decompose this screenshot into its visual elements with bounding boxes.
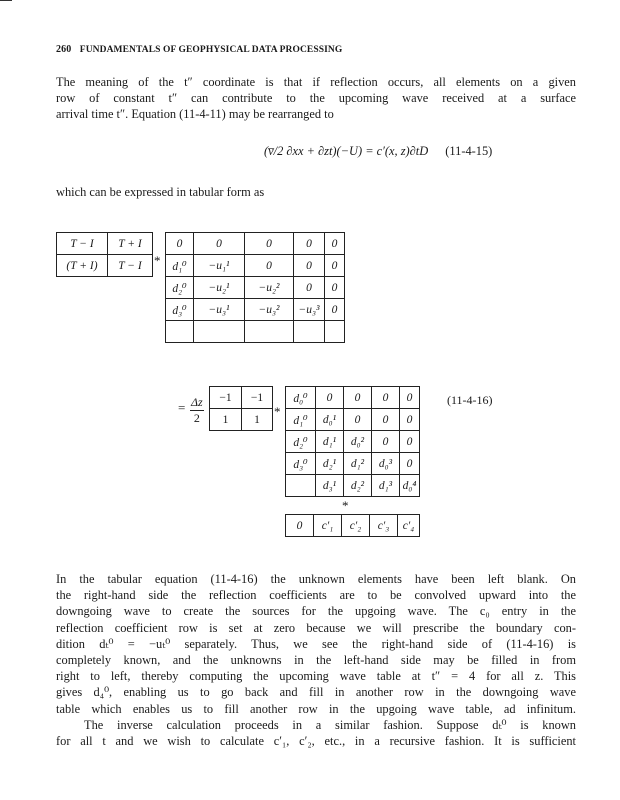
table-cell: −u₂²	[245, 277, 294, 299]
text-line: The inverse calculation proceeds in a similar fashion. Suppose dₜ⁰ is known	[84, 717, 576, 732]
convolution-star: *	[274, 404, 281, 419]
tabular-sentence	[56, 184, 576, 200]
equals-sign: =	[178, 400, 186, 415]
table-cell: 0	[400, 453, 420, 475]
text-line: row of constant t″ can contribute to the upcoming wave received at a surface	[56, 91, 576, 106]
text-line: In the tabular equation (11-4-16) the unknown elements have been left blank. On	[56, 572, 576, 586]
table-cell: −u₁¹	[194, 255, 245, 277]
table-cell: d₃⁰	[286, 453, 316, 475]
equation-number: (11-4-15)	[445, 144, 493, 158]
table-cell: d₀¹	[316, 409, 344, 431]
table-cell: 0	[325, 299, 345, 321]
table-cell: 0	[400, 409, 420, 431]
table-cell: 0	[372, 431, 400, 453]
reflection-coefficient-row	[285, 514, 420, 537]
table-cell: 0	[245, 233, 294, 255]
table-cell: −1	[242, 387, 273, 409]
text-line: The meaning of the t″ coordinate is that if reflection occurs, all elements on a given	[56, 75, 576, 89]
table-cell: 0	[294, 255, 325, 277]
table-cell	[294, 321, 325, 343]
table-cell: 0	[166, 233, 194, 255]
downgoing-wave-table	[285, 386, 420, 497]
text-line: which can be expressed in tabular form as	[56, 185, 265, 199]
table-cell: 0	[400, 431, 420, 453]
table-cell: −1	[210, 387, 242, 409]
table-cell: 0	[344, 387, 372, 409]
text-line: downgoing wave to create the sources for the upgoing wave. The c₀ entry in the	[56, 604, 576, 619]
table-cell: 0	[294, 233, 325, 255]
table-cell: d₂²	[344, 475, 372, 497]
table-cell: 0	[294, 277, 325, 299]
table-cell: −u₂¹	[194, 277, 245, 299]
table-cell: c′₃	[370, 515, 398, 537]
text-line: arrival time t″. Equation (11-4-11) may be rearranged to	[56, 107, 334, 122]
table-cell: 0	[372, 387, 400, 409]
text-line: gives d₄⁰, enabling us to go back and fill in another row in the downgoing wave	[56, 685, 576, 700]
table-cell: d₂¹	[316, 453, 344, 475]
fraction-numerator: Δz	[191, 395, 203, 409]
table-cell: 0	[325, 255, 345, 277]
table-cell: 0	[372, 409, 400, 431]
table-cell: d₃⁰	[166, 299, 194, 321]
table-cell: d₁⁰	[286, 409, 316, 431]
text-line: reflection coefficient row is set at zero because we will prescribe the boundary con-	[56, 620, 576, 635]
table-cell: c′₄	[398, 515, 420, 537]
table-cell	[166, 321, 194, 343]
equation-lhs: (v̅/2 ∂xx + ∂zt)(−U) = c′(x, z)∂tD	[264, 144, 429, 158]
table-cell: T + I	[108, 233, 153, 255]
table-cell: d₂⁰	[166, 277, 194, 299]
table-cell: 0	[316, 387, 344, 409]
table-cell: c′₂	[342, 515, 370, 537]
running-header	[56, 44, 342, 55]
table-cell	[286, 475, 316, 497]
text-line: for all t and we wish to calculate c′₁, c′₂, etc., in a recursive fashion. It is sufficient	[56, 734, 576, 749]
table-cell: c′₁	[314, 515, 342, 537]
table-cell: 0	[400, 387, 420, 409]
equation-number: (11-4-16)	[447, 393, 493, 407]
table-cell	[325, 321, 345, 343]
table-cell: T − I	[108, 255, 153, 277]
table-cell: 1	[210, 409, 242, 431]
body-paragraph	[56, 571, 576, 749]
table-cell: d₃¹	[316, 475, 344, 497]
table-cell: 0	[286, 515, 314, 537]
text-line: right to left, thereby computing the upcoming wave table at t″ = 4 for all z. This	[56, 669, 576, 684]
table-cell: d₀⁴	[400, 475, 420, 497]
table-cell: (T + I)	[57, 255, 108, 277]
table-cell: d₁⁰	[166, 255, 194, 277]
convolution-star: *	[154, 253, 161, 268]
equation-11-4-15	[264, 144, 492, 159]
table-cell: −u₃¹	[194, 299, 245, 321]
fraction-denominator: 2	[193, 411, 200, 425]
table-cell: d₀²	[344, 431, 372, 453]
table-cell: d₁¹	[316, 431, 344, 453]
upper-operator-table	[56, 232, 153, 277]
table-cell: 0	[245, 255, 294, 277]
table-cell	[245, 321, 294, 343]
table-cell: 1	[242, 409, 273, 431]
table-cell: d₀⁰	[286, 387, 316, 409]
table-cell: 0	[325, 277, 345, 299]
table-cell: 0	[325, 233, 345, 255]
text-line: dition dₜ⁰ = −uₜ⁰ separately. Thus, we see the right-hand side of (11-4-16) is	[56, 636, 576, 651]
intro-paragraph	[56, 74, 576, 123]
table-cell: 0	[194, 233, 245, 255]
table-cell: d₁²	[344, 453, 372, 475]
delta-z-fraction	[190, 395, 204, 426]
table-cell: d₁³	[372, 475, 400, 497]
text-line: completely known, and the unknowns in the left-hand side may be filled in from	[56, 653, 576, 668]
text-line: the right-hand side the reflection coefficients are to be convolved upward into the	[56, 588, 576, 603]
text-line: table which enables us to fill another row in the upgoing wave table, ad infinitum.	[56, 701, 576, 716]
table-cell: −u₃³	[294, 299, 325, 321]
lower-operator-table	[209, 386, 273, 431]
page-number: 260	[56, 44, 72, 55]
table-cell: d₀³	[372, 453, 400, 475]
table-cell: 0	[344, 409, 372, 431]
table-cell	[194, 321, 245, 343]
upgoing-wave-table	[165, 232, 345, 343]
table-cell: −u₃²	[245, 299, 294, 321]
table-cell: d₂⁰	[286, 431, 316, 453]
table-cell: T − I	[57, 233, 108, 255]
running-title: FUNDAMENTALS OF GEOPHYSICAL DATA PROCESSING	[79, 45, 343, 55]
corner-rule	[0, 0, 12, 1]
convolution-star: *	[342, 498, 349, 513]
